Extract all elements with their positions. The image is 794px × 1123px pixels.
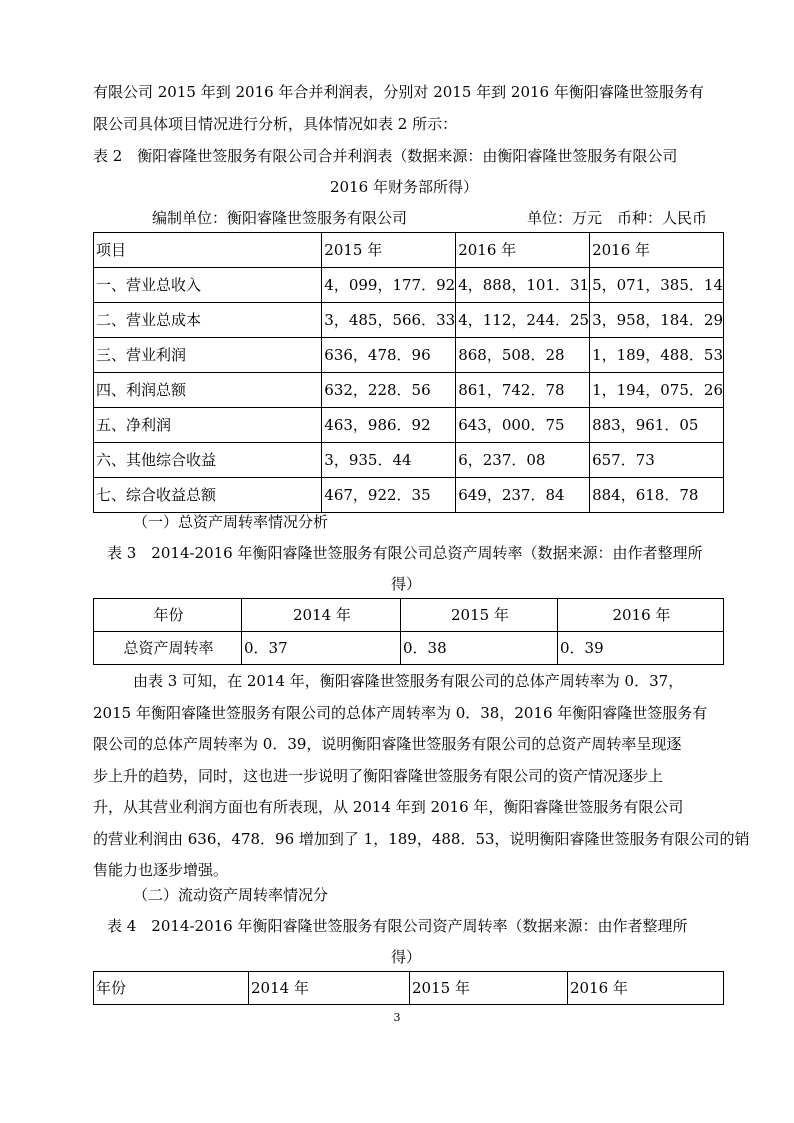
paragraph-line-5: 升，从其营业利润方面也有所表现，从 2014 年到 2016 年，衡阳睿隆世签服务有限公司 [93,798,684,816]
cell: 649，237．84 [456,478,590,513]
cell: 6，237．08 [456,443,590,478]
paragraph-line-6: 的营业利润由 636，478．96 增加到了 1，189，488．53，说明衡阳睿隆世签服务有限公司的销 [93,830,750,848]
header-cell: 2015 年 [401,599,558,632]
header-cell: 2014 年 [242,599,401,632]
header-cell: 2015 年 [322,233,456,268]
cell: 1，194，075．26 [590,373,724,408]
cell: 643，000．75 [456,408,590,443]
row-label: 一、营业总收入 [94,268,322,303]
row-label: 五、净利润 [94,408,322,443]
table-row [94,303,724,338]
cell: 4，888，101．31 [456,268,590,303]
header-cell: 2016 年 [590,233,724,268]
paragraph-line-1: 由表 3 可知，在 2014 年，衡阳睿隆世签服务有限公司的总体产周转率为 0．37， [133,672,684,690]
row-label: 六、其他综合收益 [94,443,322,478]
table-row [94,632,724,665]
paragraph-line-4: 步上升的趋势，同时，这也进一步说明了衡阳睿隆世签服务有限公司的资产情况逐步上 [93,767,664,785]
intro-line-1: 有限公司 2015 年到 2016 年合并利润表，分别对 2015 年到 2016 年衡阳睿隆世签服务有 [93,83,704,101]
cell: 632，228．56 [322,373,456,408]
header-cell: 2016 年 [558,599,724,632]
row-label: 二、营业总成本 [94,303,322,338]
cell: 861，742．78 [456,373,590,408]
cell: 5，071，385．14 [590,268,724,303]
table2-caption-1: 表 2 衡阳睿隆世签服务有限公司合并利润表（数据来源：由衡阳睿隆世签服务有限公司 [93,147,678,165]
row-label: 四、利润总额 [94,373,322,408]
cell: 467，922．35 [322,478,456,513]
cell: 4，099，177．92 [322,268,456,303]
cell: 3，485，566．33 [322,303,456,338]
cell: 1，189，488．53 [590,338,724,373]
cell: 0．38 [401,632,558,665]
table4-caption-2: 得） [391,948,422,966]
cell: 657．73 [590,443,724,478]
income-statement-table [93,232,724,513]
row-label: 总资产周转率 [94,632,242,665]
table4-caption-1: 表 4 2014-2016 年衡阳睿隆世签服务有限公司资产周转率（数据来源：由作者整理所 [107,917,688,935]
table-row [94,338,724,373]
cell: 0．39 [558,632,724,665]
table-row [94,408,724,443]
cell: 884，618．78 [590,478,724,513]
section-heading-1: （一）总资产周转率情况分析 [133,513,329,531]
section-heading-2: （二）流动资产周转率情况分 [133,886,329,904]
table-row [94,443,724,478]
row-label: 三、营业利润 [94,338,322,373]
table2-caption-2: 2016 年财务部所得） [330,178,478,196]
table-header-row [94,972,724,1005]
cell: 883，961．05 [590,408,724,443]
table2-unit-right: 单位：万元 币种：人民币 [527,209,708,227]
cell: 3，958，184．29 [590,303,724,338]
cell: 0．37 [242,632,401,665]
current-asset-turnover-table [93,971,724,1005]
header-cell: 2016 年 [568,972,724,1005]
table-header-row [94,233,724,268]
table2-unit-left: 编制单位：衡阳睿隆世签服务有限公司 [152,209,408,227]
header-cell: 2014 年 [249,972,410,1005]
intro-line-2: 限公司具体项目情况进行分析，具体情况如表 2 所示： [93,115,458,133]
table3-caption-1: 表 3 2014-2016 年衡阳睿隆世签服务有限公司总资产周转率（数据来源：由作者整理所 [107,544,703,562]
page-number: 3 [393,1011,401,1024]
table-row [94,373,724,408]
table-header-row [94,599,724,632]
table-row [94,268,724,303]
header-cell: 2015 年 [410,972,568,1005]
cell: 868，508．28 [456,338,590,373]
header-cell: 年份 [94,599,242,632]
asset-turnover-table [93,598,724,665]
cell: 636，478．96 [322,338,456,373]
row-label: 七、综合收益总额 [94,478,322,513]
header-cell: 项目 [94,233,322,268]
paragraph-line-2: 2015 年衡阳睿隆世签服务有限公司的总体产周转率为 0．38，2016 年衡阳睿隆世签服务有 [93,704,708,722]
header-cell: 年份 [94,972,249,1005]
paragraph-line-3: 限公司的总体产周转率为 0．39，说明衡阳睿隆世签服务有限公司的总资产周转率呈现逐 [93,735,682,753]
table3-caption-2: 得） [391,575,422,593]
cell: 3，935．44 [322,443,456,478]
paragraph-line-7: 售能力也逐步增强。 [93,861,229,879]
header-cell: 2016 年 [456,233,590,268]
table-row [94,478,724,513]
cell: 4，112，244．25 [456,303,590,338]
cell: 463，986．92 [322,408,456,443]
